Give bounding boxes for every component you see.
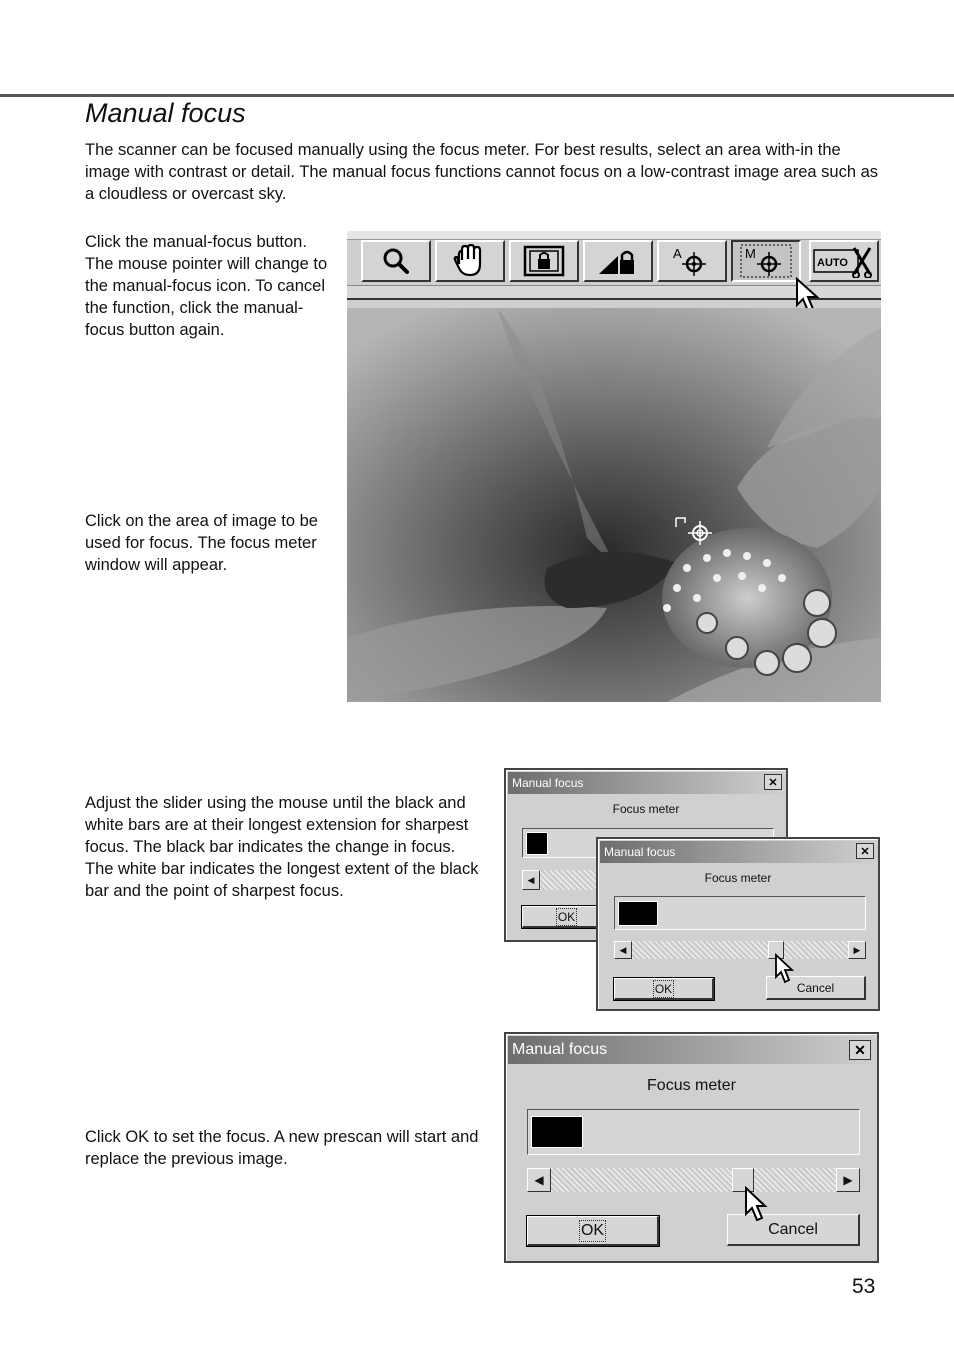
auto-focus-icon [670, 244, 714, 278]
focus-meter-label: Focus meter [704, 871, 772, 885]
focus-meter-label: Focus meter [647, 1077, 736, 1094]
focus-slider-track[interactable] [540, 870, 600, 890]
close-icon[interactable]: ✕ [849, 1040, 871, 1060]
prescan-figure [347, 231, 881, 702]
manual-focus-icon [739, 243, 793, 279]
exposure-lock-button[interactable] [583, 240, 653, 282]
mouse-pointer-icon [744, 1186, 768, 1224]
page-number: 53 [852, 1275, 876, 1298]
cancel-button[interactable]: Cancel [766, 976, 866, 1000]
flower-prescan-image [347, 308, 881, 702]
focus-meter-dialog-final [504, 1032, 879, 1263]
ok-button[interactable]: OK [527, 1216, 659, 1246]
ok-button[interactable]: OK [614, 978, 714, 1000]
dialog-title: Manual focus [512, 1041, 608, 1058]
slider-left-arrow[interactable]: ◀ [522, 870, 540, 890]
auto-crop-text: AUTO [817, 257, 848, 269]
auto-crop-button[interactable] [809, 240, 879, 282]
lock-frame-button[interactable] [509, 240, 579, 282]
auto-focus-letter: A [673, 246, 682, 261]
step-4-text: Click OK to set the focus. A new prescan will start and replace the previous image. [85, 1128, 479, 1168]
ok-button[interactable]: OK [522, 906, 612, 928]
dialog-title-bar [508, 1036, 875, 1064]
focus-slider-track[interactable] [632, 941, 848, 959]
close-icon[interactable]: ✕ [856, 843, 874, 859]
page-title: Manual focus [85, 98, 246, 128]
focus-meter-black-bar [526, 832, 548, 855]
focus-meter-black-bar [531, 1116, 583, 1148]
header-rule [0, 94, 954, 97]
auto-focus-button[interactable] [657, 240, 727, 282]
intro-paragraph: The scanner can be focused manually using the focus meter. For best results, select an area with-in the image with contrast or detail. The manual focus functions cannot focus on a low-contrast image area such as a cloudless or overcast sky. [85, 141, 879, 203]
pan-button[interactable] [435, 240, 505, 282]
slider-right-arrow[interactable]: ▶ [848, 941, 866, 959]
focus-slider-track[interactable] [551, 1168, 836, 1192]
hand-icon [451, 244, 489, 278]
slider-left-arrow[interactable]: ◀ [614, 941, 632, 959]
cancel-button[interactable]: Cancel [727, 1214, 860, 1246]
mouse-pointer-icon [774, 953, 794, 985]
slider-right-arrow[interactable]: ▶ [836, 1168, 860, 1192]
slider-left-arrow[interactable]: ◀ [527, 1168, 551, 1192]
focus-meter-black-bar [618, 901, 658, 926]
focus-meter-dialog-adjusting [596, 837, 880, 1011]
dialog-title: Manual focus [512, 776, 584, 790]
dialog-title: Manual focus [604, 845, 676, 859]
magnifier-icon [379, 244, 413, 278]
zoom-button[interactable] [361, 240, 431, 282]
step-3-text: Adjust the slider using the mouse until the black and white bars are at their longest extension for sharpest focus. The black bar indicates the change in focus. The white bar indicates the longest extent of the black bar and the point of sharpest focus. [85, 794, 479, 900]
auto-crop-icon [812, 244, 876, 278]
exposure-lock-icon [596, 244, 640, 278]
focus-meter-display [527, 1109, 860, 1155]
manual-focus-button[interactable] [731, 240, 801, 282]
step-1-text: Click the manual-focus button. The mouse pointer will change to the manual-focus icon. To cancel the function, click the manual-focus button again. [85, 233, 328, 339]
focus-meter-display [614, 896, 866, 930]
focus-meter-label: Focus meter [612, 802, 680, 816]
manual-focus-letter: M [745, 246, 756, 261]
toolbar-top-strip [347, 231, 881, 240]
close-icon[interactable]: ✕ [764, 774, 782, 790]
manual-focus-cursor-icon [673, 515, 717, 547]
dialog-title-bar [508, 772, 784, 794]
step-2-text: Click on the area of image to be used for focus. The focus meter window will appear. [85, 512, 318, 574]
lock-frame-icon [522, 244, 566, 278]
dialog-title-bar [600, 841, 876, 863]
